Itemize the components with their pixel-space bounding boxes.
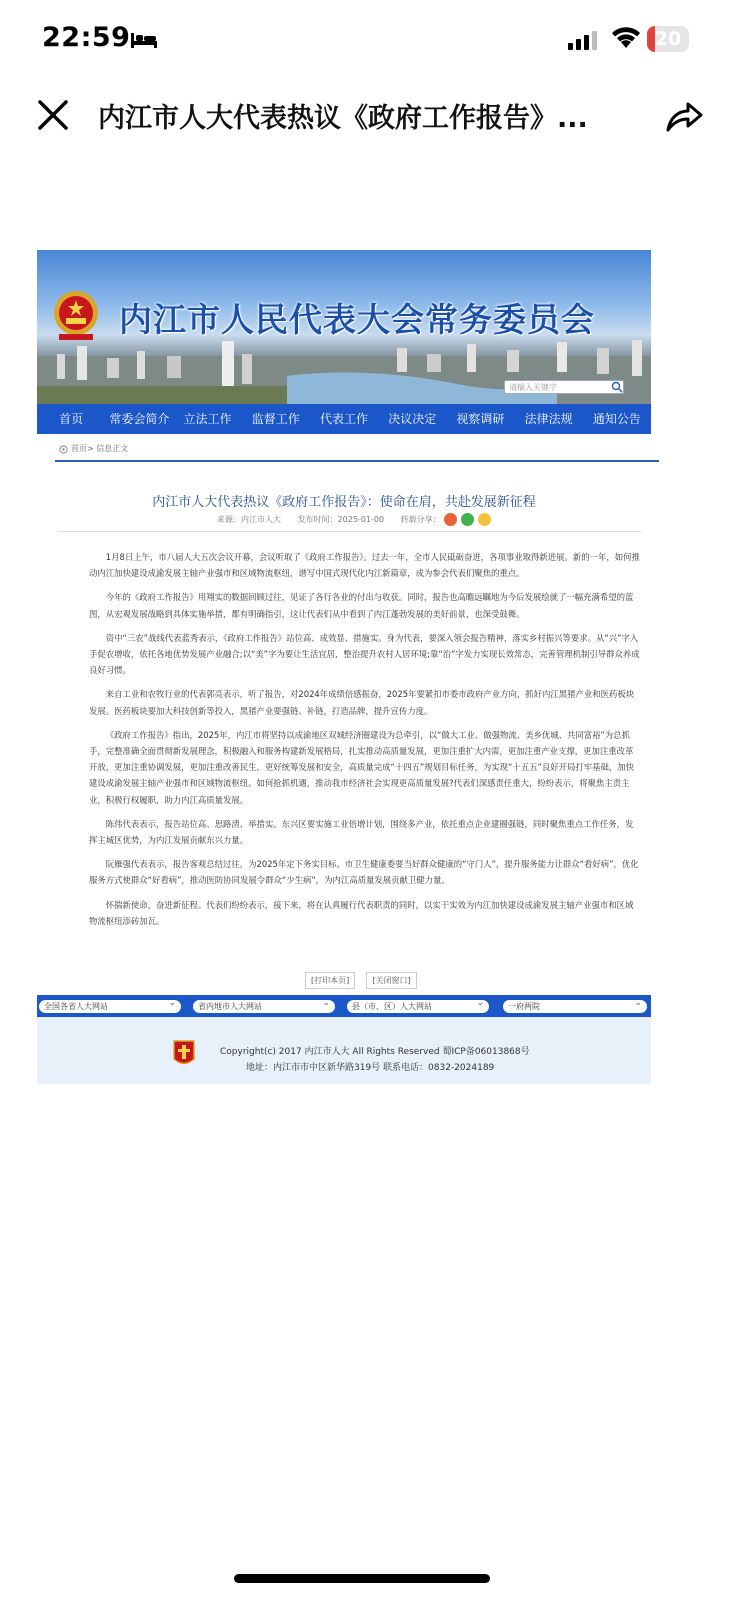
nav-item-inspection[interactable]: 视察调研 xyxy=(456,412,505,426)
site-title: 内江市人民代表大会常务委员会 xyxy=(119,300,595,339)
wechat-share-icon[interactable] xyxy=(461,513,474,526)
article-paragraph: 1月8日上午，市八届人大五次会议开幕，会议听取了《政府工作报告》。过去一年，全市人民砥砺奋进，各项事业取得新进展。新的一年，如何推动内江加快建设成渝发展主轴产业强市和区域物流枢纽，谱写中国式现代化内江新篇章，成为参会代表们聚焦的重点。 xyxy=(89,552,640,579)
article-paragraph: 来自工业和农牧行业的代表郭亮表示，听了报告，对2024年成绩倍感振奋，2025年要紧扣市委市政府产业方向，抓好内江黑猪产业和医药板块发展。医药板块要加大科技创新等投入，黑猪产业要强链、补链，打造品牌，提升宣传力度。 xyxy=(89,689,635,716)
wifi-icon xyxy=(611,26,641,50)
status-time: 22:59 xyxy=(42,22,131,53)
nav-item-notices[interactable]: 通知公告 xyxy=(592,412,641,426)
search-input[interactable]: 请输入关键字 xyxy=(504,380,624,394)
nav-item-laws[interactable]: 法律法规 xyxy=(524,412,573,426)
search-icon[interactable] xyxy=(611,381,623,393)
web-content xyxy=(37,250,651,1084)
article-body xyxy=(89,549,641,937)
article-paragraph: 陈伟代表表示，报告站位高、思路清、举措实。东兴区要实施工业倍增计划，围绕多产业，依托重点企业建圈强链，同时聚焦重点工作任务，发挥主城区优势，为内江发展贡献东兴力量。 xyxy=(89,818,634,846)
share-label: 转载分享： xyxy=(400,515,441,524)
nav-item-deputies[interactable]: 代表工作 xyxy=(319,412,368,426)
nav-item-home[interactable]: 首页 xyxy=(59,412,84,426)
close-window-button[interactable]: [关闭窗口] xyxy=(366,972,416,989)
nav-item-about[interactable]: 常委会简介 xyxy=(109,412,170,426)
footer-address: 地址：内江市市中区新华路319号 联系电话：0832-2024189 xyxy=(246,1063,495,1073)
share-icon[interactable] xyxy=(664,96,704,136)
print-button[interactable]: [打印本页] xyxy=(305,972,355,989)
article-paragraph: 今年的《政府工作报告》用翔实的数据回顾过往，见证了各行各业的付出与收获。同时，报告也高瞻远瞩地为今后发展绘就了一幅充满希望的蓝图，从宏观发展战略到具体实施举措，都有明确指引，这让代表们从中看到了内江蓬勃发展的美好前景，也深受鼓舞。 xyxy=(89,592,634,619)
article-date: 发布时间：2025-01-00 xyxy=(297,515,385,524)
site-banner xyxy=(37,250,651,404)
weibo-share-icon[interactable] xyxy=(444,513,457,526)
article-paragraph: 《政府工作报告》指出，2025年，内江市将坚持以成渝地区双城经济圈建设为总牵引，以“做大工业、做强物流、美乡优城、共同富裕”为总抓手，完整准确全面贯彻新发展理念，积极融入和服务构建新发展格局，扎实推动高质量发展，更加注重扩大内需，更加注重产业支撑，更加注重改革开放，更加注重协调发展，更加注重改善民生，更好统筹发展和安全，高质量完成“十四五”规划目标任务，为实现“十五五”良好开局打牢基础，加快建设成渝发展主轴产业强市和区域物流枢纽。如何抢抓机遇，推动我市经济社会实现更高质量发展?代表们深感责任重大，纷纷表示，将聚焦主责主业，积极行权履职，助力内江高质量发展。 xyxy=(89,729,634,805)
provincial-sites-select[interactable]: 省内地市人大网站 ⌄ xyxy=(193,1000,335,1013)
article-paragraph: 怀揣新使命，奋进新征程。代表们纷纷表示，接下来，将在认真履行代表职责的同时，以实干实效为内江加快建设成渝发展主轴产业强市和区域物流枢纽添砖加瓦。 xyxy=(89,899,634,926)
page-title: 内江市人大代表热议《政府工作报告》... xyxy=(98,103,588,134)
county-sites-select[interactable]: 县（市、区）人大网站 ⌄ xyxy=(347,1000,489,1013)
qzone-share-icon[interactable] xyxy=(478,513,491,526)
nav-item-supervision[interactable]: 监督工作 xyxy=(251,412,300,426)
footer-copyright: Copyright(c) 2017 内江市人大 All Rights Reserved 蜀ICP备06013868号 xyxy=(220,1047,530,1057)
breadcrumb[interactable]: 首页> 信息正文 xyxy=(71,444,129,453)
national-emblem-icon xyxy=(51,288,101,342)
battery-indicator xyxy=(647,26,689,52)
home-indicator[interactable] xyxy=(234,1574,490,1583)
cellular-signal-icon xyxy=(568,30,600,50)
article-title: 内江市人大代表热议《政府工作报告》：使命在肩，共赴发展新征程 xyxy=(152,495,536,510)
divider xyxy=(57,531,641,532)
main-nav xyxy=(37,404,651,434)
status-bar xyxy=(0,0,739,80)
article-actions xyxy=(305,968,423,989)
sleep-mode-icon xyxy=(130,31,158,49)
article-source: 来源：内江市人大 xyxy=(217,515,281,524)
battery-percent: 20 xyxy=(654,28,682,50)
close-icon[interactable] xyxy=(36,98,70,132)
article-meta xyxy=(217,514,455,525)
nav-item-legislation[interactable]: 立法工作 xyxy=(183,412,232,426)
article-paragraph: 资中“三农”战线代表蓝秀表示，《政府工作报告》站位高、成效显、措施实。身为代表，要深入领会报告精神，落实乡村振兴等要求。从“兴”字入手促农增收，依托各地优势发展产业融合;以“美”字为要让生活宜居，整治提升农村人居环境;靠“治”字发力实现长效常态，完善管理机制引导群众养成良好习惯。 xyxy=(89,632,640,676)
divider xyxy=(55,460,659,462)
national-sites-select[interactable]: 全国各省人大网站 ⌄ xyxy=(39,1000,181,1013)
government-courts-select[interactable]: 一府两院 ⌄ xyxy=(503,1000,647,1013)
article-paragraph: 阮雁强代表表示，报告客观总结过往，为2025年定下务实目标。市卫生健康委要当好群众健康的“守门人”，提升服务能力让群众“看好病”，优化服务方式使群众“好看病”，推动医防协同发展令群众“少生病”，为内江高质量发展贡献卫健力量。 xyxy=(89,859,639,886)
npc-logo-icon xyxy=(171,1039,197,1069)
location-pin-icon xyxy=(59,445,68,454)
nav-item-resolutions[interactable]: 决议决定 xyxy=(388,412,437,426)
